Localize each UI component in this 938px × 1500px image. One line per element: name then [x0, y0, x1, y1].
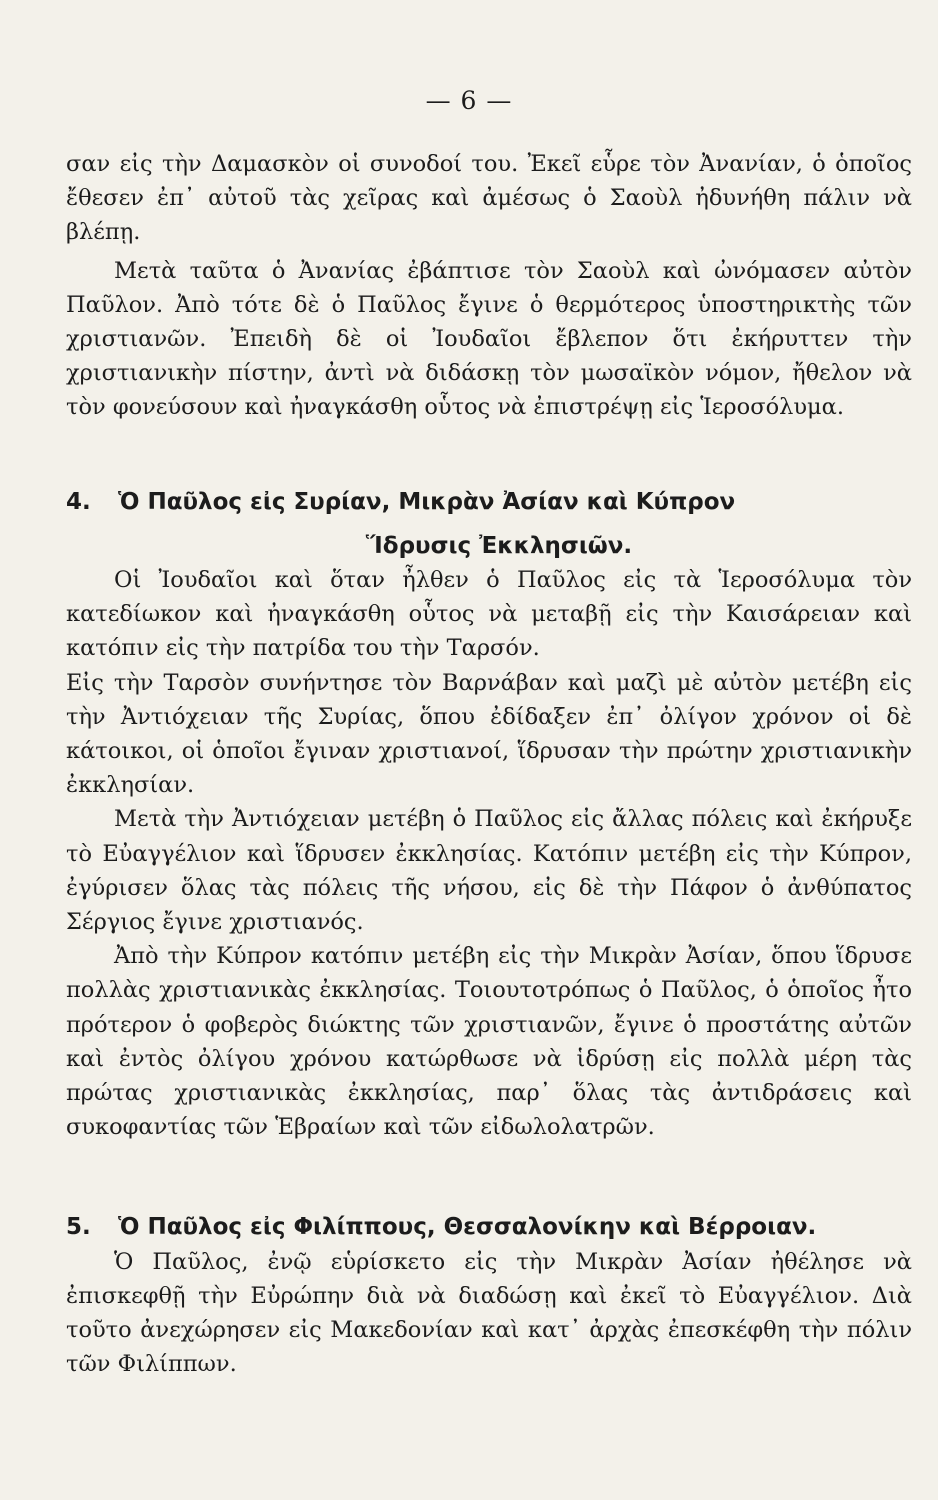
paragraph: Ἀπὸ τὴν Κύπρον κατόπιν μετέβη εἰς τὴν Μικρὰν Ἀσίαν, ὅπου ἵδρυσε πολλὰς χριστιανικὰς ἐκκλησίας. Τοιουτοτρόπως ὁ Παῦλος, ὁ ὁποῖος ἦτο πρότερον ὁ φοβερὸς διώκτης τῶν χριστιανῶν, ἔγινε ὁ προστάτης αὐτῶν καὶ ἐντὸς ὀλίγου χρόνου κατώρθωσε νὰ ἱδρύσῃ εἰς πολλὰ μέρη τὰς πρώτας χριστιανικὰς ἐκκλησίας, παρ᾽ ὅλας τὰς ἀντιδράσεις καὶ συκοφαντίας τῶν Ἑβραίων καὶ τῶν εἰδωλολατρῶν.	[66, 943, 912, 1141]
section-subtitle: Ἵδρυσις Ἐκκλησιῶν.	[365, 532, 633, 559]
paragraph: Οἱ Ἰουδαῖοι καὶ ὅταν ἦλθεν ὁ Παῦλος εἰς τὰ Ἱεροσόλυμα τὸν κατεδίωκον καὶ ἠναγκάσθη οὗτος νὰ μεταβῇ εἰς τὴν Καισάρειαν καὶ κατόπιν εἰς τὴν πατρίδα του τὴν Ταρσόν.	[66, 567, 912, 662]
section-number: 5.	[66, 1214, 91, 1241]
paragraph: Ὁ Παῦλος, ἐνῷ εὑρίσκετο εἰς τὴν Μικρὰν Ἀσίαν ἠθέλησε νὰ ἐπισκεφθῇ τὴν Εὐρώπην διὰ νὰ διαδώσῃ καὶ ἐκεῖ τὸ Εὐαγγέλιον. Διὰ τοῦτο ἀνεχώρησεν εἰς Μακεδονίαν καὶ κατ᾽ ἀρχὰς ἐπεσκέφθη τὴν πόλιν τῶν Φιλίππων.	[66, 1248, 912, 1378]
section-number: 4.	[66, 488, 91, 515]
section-title: Ὁ Παῦλος εἰς Συρίαν, Μικρὰν Ἀσίαν καὶ Κύπρον	[118, 488, 736, 515]
paragraph: Μετὰ ταῦτα ὁ Ἀνανίας ἐβάπτισε τὸν Σαοὺλ καὶ ὠνόμασεν αὐτὸν Παῦλον. Ἀπὸ τότε δὲ ὁ Παῦλος ἔγινε ὁ θερμότερος ὑποστηρικτὴς τῶν χριστιανῶν. Ἐπειδὴ δὲ οἱ Ἰουδαῖοι ἔβλεπον ὅτι ἐκήρυττεν τὴν χριστιανικὴν πίστην, ἀντὶ νὰ διδάσκῃ τὸν μωσαϊκὸν νόμον, ἤθελον νὰ τὸν φονεύσουν καὶ ἠναγκάσθη οὗτος νὰ ἐπιστρέψῃ εἰς Ἱεροσόλυμα.	[66, 257, 912, 421]
section-title: Ὁ Παῦλος εἰς Φιλίππους, Θεσσαλονίκην καὶ Βέρροιαν.	[118, 1214, 817, 1241]
page-number: — 6 —	[425, 86, 513, 115]
paragraph-continuation: σαν εἰς τὴν Δαμασκὸν οἱ συνοδοί του. Ἐκεῖ εὗρε τὸν Ἀνανίαν, ὁ ὁποῖος ἔθεσεν ἐπ᾽ αὐτοῦ τὰς χεῖρας καὶ ἀμέσως ὁ Σαοὺλ ἠδυνήθη πάλιν νὰ βλέπῃ.	[66, 151, 912, 246]
section-heading-5	[66, 1210, 912, 1244]
paragraph: Μετὰ τὴν Ἀντιόχειαν μετέβη ὁ Παῦλος εἰς ἄλλας πόλεις καὶ ἐκήρυξε τὸ Εὐαγγέλιον καὶ ἵδρυσεν ἐκκλησίας. Κατόπιν μετέβη εἰς τὴν Κύπρον, ἐγύρισεν ὅλας τὰς πόλεις τῆς νήσου, εἰς δὲ τὴν Πάφον ὁ ἀνθύπατος Σέργιος ἔγινε χριστιανός.	[66, 806, 912, 936]
paragraph: Εἰς τὴν Ταρσὸν συνήντησε τὸν Βαρνάβαν καὶ μαζὶ μὲ αὐτὸν μετέβη εἰς τὴν Ἀντιόχειαν τῆς Συρίας, ὅπου ἐδίδαξεν ἐπ᾽ ὀλίγον χρόνον οἱ δὲ κάτοικοι, οἱ ὁποῖοι ἔγιναν χριστιανοί, ἵδρυσαν τὴν πρώτην χριστιανικὴν ἐκκλησίαν.	[66, 669, 912, 799]
section-heading-4	[66, 485, 912, 563]
page-body	[66, 147, 912, 1382]
